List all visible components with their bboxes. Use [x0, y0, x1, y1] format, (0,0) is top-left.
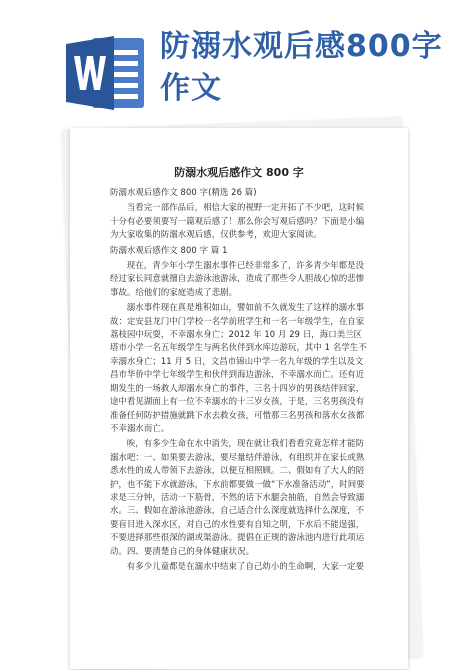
paragraph: 唉，有多少生命在水中消失，现在就让我们看看究竟怎样才能防溺水吧：一、如果要去游泳，要尽量结伴游泳，有组织并在家长或熟悉水性的成人带领下去游泳，以便互相照顾。二、假如有了大人的陪护，也不能下水就游泳，下水前都要做一做“下水准备活动”，时间要求是三分钟，活动一下筋骨，不然的话下水腿会抽筋，自然会导致溺水。三、假如在游泳池游泳，自己适合什么深度就选择什么深度，不要盲目进入深水区，对自己的水性要有自知之明，下水后不能逞强，不要进择那些很深的湖或渠游泳。提倡在正规的游泳池内进行此项运动。四、要清楚自己的身体健康状况。 [110, 438, 365, 556]
section-heading: 防溺水观后感作文 800 字 篇 1 [110, 244, 228, 255]
document-title: 防溺水观后感作文 800 字 [174, 166, 304, 179]
document-body [110, 186, 368, 575]
paragraph: 有多少儿童都是在溺水中结束了自己幼小的生命啊，大家一定要 [126, 560, 365, 571]
paragraph-subtitle: 防溺水观后感作文 800 字(精选 26 篇) [110, 187, 257, 197]
paragraph: 溺水事件现在真是堆积如山，譬如前不久就发生了这样的溺水事故：定安县龙门中门学校一名学前班学生和一名一年级学生，在自家荔枝园中玩耍，不幸溺水身亡；2012 年 10 月 29 日，海口美兰区塔市小学一名五年级学生与两名伙伴到水库边游玩，其中 1 名学生不幸溺水身亡；11 月 5 日，文昌市锦山中学一名九年级的学生以及文昌市华侨中学七年级学生和伙伴到海边游泳，不幸溺水而亡。还有近期发生的一场救人却溺水身亡的事件，三名十四岁的男孩结伴回家，途中看见湖面上有一位不幸溺水的十三岁女孩，于是，三名男孩没有准备任何防护措施就跳下水去救女孩，可惜那三名男孩和落水女孩都不幸溺水而亡。 [110, 302, 367, 433]
document-preview [70, 128, 408, 669]
paragraph: 现在，青少年小学生溺水事件已经非常多了，许多青少年都是没经过家长同意就擅自去游泳池游泳，造成了那些令人胆战心惊的悲惨事故。给他们的家庭造成了悲剧。 [110, 260, 365, 297]
paragraph-intro: 当看完一部作品后，相信大家的视野一定开拓了不少吧，这时候十分有必要须要写一篇观后感了！那么你会写观后感吗？下面是小编为大家收集的防溺水观后感，仅供参考，欢迎大家阅读。 [110, 202, 365, 240]
word-document-icon [66, 34, 146, 112]
banner-title: 防溺水观后感800字作文 [160, 29, 443, 106]
